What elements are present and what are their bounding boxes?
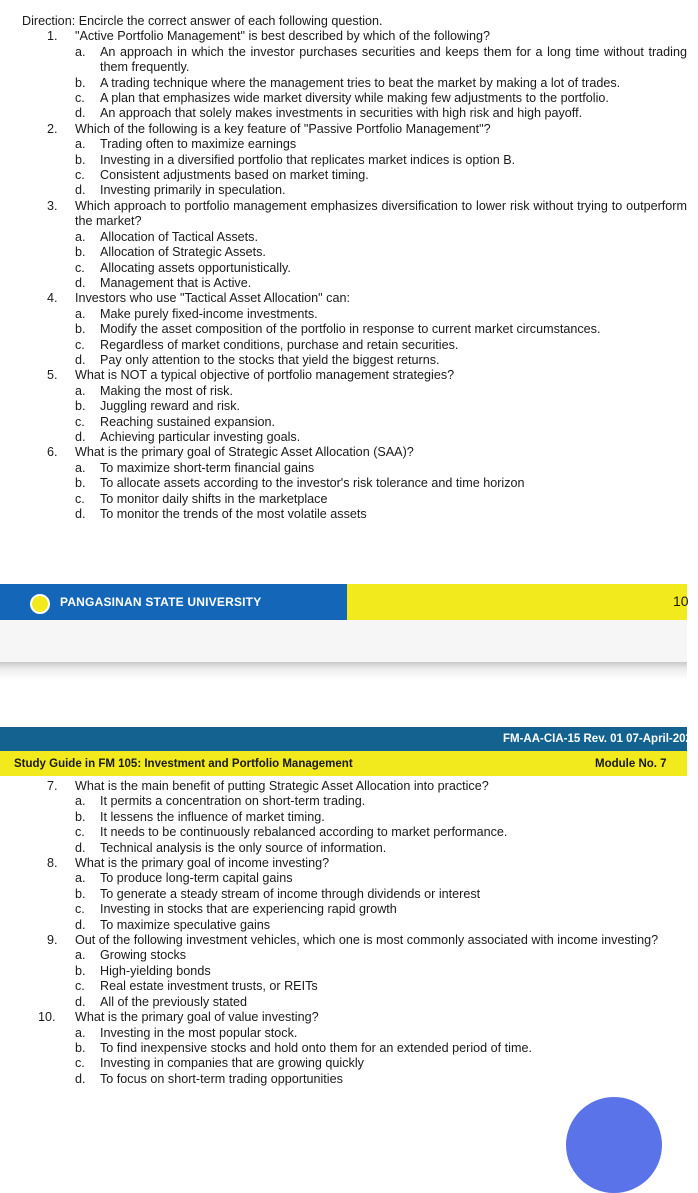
option-letter: a. (75, 44, 86, 59)
question-text: What is the primary goal of income investing? (75, 856, 330, 871)
option-text: Reaching sustained expansion. (100, 414, 276, 429)
option-text: Management that is Active. (100, 275, 252, 290)
university-seal-icon (30, 594, 50, 614)
option-text: Real estate investment trusts, or REITs (100, 979, 318, 994)
answer-option[interactable] (75, 415, 687, 430)
option-letter: a. (75, 948, 86, 963)
answer-option[interactable] (75, 384, 687, 399)
option-text: Modify the asset composition of the portfolio in response to current market circumstances. (100, 322, 601, 337)
option-text: Consistent adjustments based on market timing. (100, 168, 369, 183)
question-item (0, 856, 687, 933)
option-letter: d. (75, 183, 86, 198)
page-footer (0, 584, 687, 620)
answer-option[interactable] (75, 276, 687, 291)
answer-option[interactable] (75, 810, 687, 825)
option-letter: b. (75, 476, 86, 491)
answer-option[interactable] (75, 1056, 687, 1071)
question-list-page-2 (0, 779, 687, 1087)
answer-option[interactable] (75, 399, 687, 414)
option-letter: b. (75, 963, 86, 978)
option-letter: c. (75, 414, 85, 429)
option-text: To allocate assets according to the investor's risk tolerance and time horizon (100, 476, 525, 491)
option-text: Allocation of Strategic Assets. (100, 245, 266, 260)
option-letter: a. (75, 383, 86, 398)
answer-options (75, 230, 687, 292)
option-text: Trading often to maximize earnings (100, 137, 297, 152)
answer-option[interactable] (75, 338, 687, 353)
question-text: "Active Portfolio Management" is best described by which of the following? (75, 29, 490, 44)
question-item (0, 445, 687, 522)
answer-option[interactable] (75, 322, 687, 337)
option-letter: d. (75, 507, 86, 521)
option-text: Making the most of risk. (100, 383, 233, 398)
page-header-band (0, 727, 698, 751)
answer-option[interactable] (75, 153, 687, 168)
answer-options (75, 307, 687, 369)
answer-option[interactable] (75, 76, 687, 91)
answer-option[interactable] (75, 353, 687, 368)
answer-option[interactable] (75, 476, 687, 491)
question-number: 1. (47, 29, 58, 44)
option-text: Regardless of market conditions, purchase and retain securities. (100, 337, 459, 352)
question-item (0, 29, 687, 121)
option-letter: d. (75, 275, 86, 290)
module-number: Module No. 7 (595, 758, 667, 770)
option-letter: a. (75, 137, 86, 152)
question-number: 6. (47, 445, 58, 460)
option-text: All of the previously stated (100, 994, 248, 1009)
question-text: What is NOT a typical objective of portfolio management strategies? (75, 368, 455, 383)
option-text: High-yielding bonds (100, 963, 211, 978)
answer-option[interactable] (75, 1072, 687, 1087)
question-number: 2. (47, 121, 58, 136)
option-text: Investing in companies that are growing quickly (100, 1056, 364, 1071)
option-text: To monitor the trends of the most volatile assets (100, 507, 367, 521)
option-text: Investing primarily in speculation. (100, 183, 286, 198)
option-letter: c. (75, 902, 85, 917)
option-letter: c. (75, 825, 85, 840)
answer-option[interactable] (75, 1041, 687, 1056)
option-text: An approach in which the investor purchases securities and keeps them for a long time without trading them frequently. (100, 44, 687, 75)
question-text: Out of the following investment vehicles, which one is most commonly associated with income investing? (75, 933, 659, 948)
answer-option[interactable] (75, 245, 687, 260)
question-item (0, 199, 687, 291)
answer-option[interactable] (75, 106, 687, 121)
option-letter: a. (75, 306, 86, 321)
answer-option[interactable] (75, 230, 687, 245)
answer-option[interactable] (75, 168, 687, 183)
option-letter: b. (75, 1040, 86, 1055)
answer-option[interactable] (75, 91, 687, 106)
option-text: To find inexpensive stocks and hold onto them for an extended period of time. (100, 1040, 532, 1055)
option-text: To generate a steady stream of income through dividends or interest (100, 886, 481, 901)
question-number: 9. (47, 933, 58, 948)
option-letter: d. (75, 1071, 86, 1086)
question-text: Which of the following is a key feature of "Passive Portfolio Management"? (75, 121, 491, 136)
option-letter: a. (75, 1025, 86, 1040)
option-letter: d. (75, 917, 86, 932)
footer-blue-band (0, 584, 347, 620)
question-text: Investors who use "Tactical Asset Allocation" can: (75, 291, 350, 306)
option-text: Make purely fixed-income investments. (100, 306, 318, 321)
answer-option[interactable] (75, 979, 687, 994)
option-letter: b. (75, 399, 86, 414)
study-guide-title: Study Guide in FM 105: Investment and Portfolio Management (14, 758, 353, 770)
option-letter: c. (75, 260, 85, 275)
answer-option[interactable] (75, 183, 687, 198)
decorative-circle (566, 1097, 662, 1193)
answer-options (75, 871, 687, 933)
option-letter: b. (75, 886, 86, 901)
page-number: 10 (673, 593, 689, 609)
university-name: PANGASINAN STATE UNIVERSITY (60, 595, 262, 609)
question-text: What is the main benefit of putting Strategic Asset Allocation into practice? (75, 779, 489, 793)
option-text: Allocation of Tactical Assets. (100, 229, 258, 244)
page-separator (0, 662, 687, 680)
option-letter: c. (75, 979, 85, 994)
question-item (0, 291, 687, 368)
answer-options (75, 794, 687, 856)
option-text: Technical analysis is the only source of information. (100, 840, 387, 855)
option-text: An approach that solely makes investments in securities with high risk and high payoff. (100, 106, 583, 121)
question-number: 7. (47, 779, 58, 793)
answer-options (75, 137, 687, 199)
answer-option[interactable] (75, 794, 687, 809)
answer-option[interactable] (75, 825, 687, 840)
option-text: It needs to be continuously rebalanced according to market performance. (100, 825, 508, 840)
question-text: What is the primary goal of Strategic Asset Allocation (SAA)? (75, 445, 414, 460)
option-text: Investing in a diversified portfolio that replicates market indices is option B. (100, 152, 516, 167)
option-letter: c. (75, 91, 85, 106)
option-letter: b. (75, 809, 86, 824)
option-letter: b. (75, 322, 86, 337)
option-text: A trading technique where the management tries to beat the market by making a lot of trades. (100, 75, 621, 90)
option-letter: d. (75, 429, 86, 444)
answer-option[interactable] (75, 918, 687, 933)
option-text: Pay only attention to the stocks that yield the biggest returns. (100, 352, 440, 367)
page-header-title-band (0, 751, 687, 776)
option-letter: c. (75, 168, 85, 183)
question-item (0, 779, 687, 856)
option-text: Investing in the most popular stock. (100, 1025, 298, 1040)
question-text: Which approach to portfolio management emphasizes diversification to lower risk without trying to outperform the market? (75, 198, 687, 229)
answer-option[interactable] (75, 902, 687, 917)
answer-options (75, 384, 687, 446)
option-letter: b. (75, 75, 86, 90)
answer-option[interactable] (75, 871, 687, 886)
answer-option[interactable] (75, 492, 687, 507)
question-text: What is the primary goal of value investing? (75, 1010, 319, 1025)
answer-option[interactable] (75, 137, 687, 152)
option-letter: b. (75, 152, 86, 167)
option-letter: d. (75, 994, 86, 1009)
quiz-page-2 (0, 779, 687, 1087)
option-text: Growing stocks (100, 948, 187, 963)
option-letter: a. (75, 794, 86, 809)
answer-option[interactable] (75, 1026, 687, 1041)
option-text: A plan that emphasizes wide market diversity while making few adjustments to the portfolio. (100, 91, 609, 106)
answer-option[interactable] (75, 430, 687, 445)
answer-option[interactable] (75, 261, 687, 276)
question-number: 10. (38, 1010, 56, 1025)
answer-option[interactable] (75, 887, 687, 902)
option-text: Juggling reward and risk. (100, 399, 241, 414)
option-letter: a. (75, 460, 86, 475)
answer-options (75, 1026, 687, 1088)
answer-option[interactable] (75, 45, 687, 76)
question-item (0, 933, 687, 1010)
question-item (0, 368, 687, 445)
option-letter: c. (75, 337, 85, 352)
answer-options (75, 948, 687, 1010)
option-letter: d. (75, 840, 86, 855)
answer-option[interactable] (75, 948, 687, 963)
option-text: To produce long-term capital gains (100, 871, 293, 886)
question-number: 3. (47, 198, 58, 213)
option-text: It lessens the influence of market timing. (100, 809, 325, 824)
option-text: To monitor daily shifts in the marketplace (100, 491, 328, 506)
answer-options (75, 461, 687, 523)
option-text: It permits a concentration on short-term trading. (100, 794, 366, 809)
option-text: To focus on short-term trading opportunities (100, 1071, 343, 1086)
option-text: To maximize short-term financial gains (100, 460, 315, 475)
option-text: To maximize speculative gains (100, 917, 271, 932)
direction-text: Direction: Encircle the correct answer of each following question. (22, 14, 383, 28)
question-item (0, 1010, 687, 1087)
option-letter: c. (75, 491, 85, 506)
question-number: 8. (47, 856, 58, 871)
option-text: Achieving particular investing goals. (100, 429, 301, 444)
answer-option[interactable] (75, 841, 687, 856)
question-number: 4. (47, 291, 58, 306)
option-letter: a. (75, 871, 86, 886)
quiz-page-1 (0, 14, 687, 522)
form-code: FM-AA-CIA-15 Rev. 01 07-April-2020 (503, 733, 698, 745)
option-text: Allocating assets opportunistically. (100, 260, 291, 275)
answer-option[interactable] (75, 461, 687, 476)
option-text: Investing in stocks that are experiencing rapid growth (100, 902, 397, 917)
page-gap (0, 620, 687, 662)
answer-option[interactable] (75, 507, 687, 522)
question-list-page-1 (0, 29, 687, 522)
option-letter: c. (75, 1056, 85, 1071)
question-item (0, 122, 687, 199)
option-letter: b. (75, 245, 86, 260)
option-letter: d. (75, 352, 86, 367)
answer-option[interactable] (75, 995, 687, 1010)
answer-option[interactable] (75, 307, 687, 322)
answer-options (75, 45, 687, 122)
answer-option[interactable] (75, 964, 687, 979)
question-number: 5. (47, 368, 58, 383)
option-letter: d. (75, 106, 86, 121)
option-letter: a. (75, 229, 86, 244)
